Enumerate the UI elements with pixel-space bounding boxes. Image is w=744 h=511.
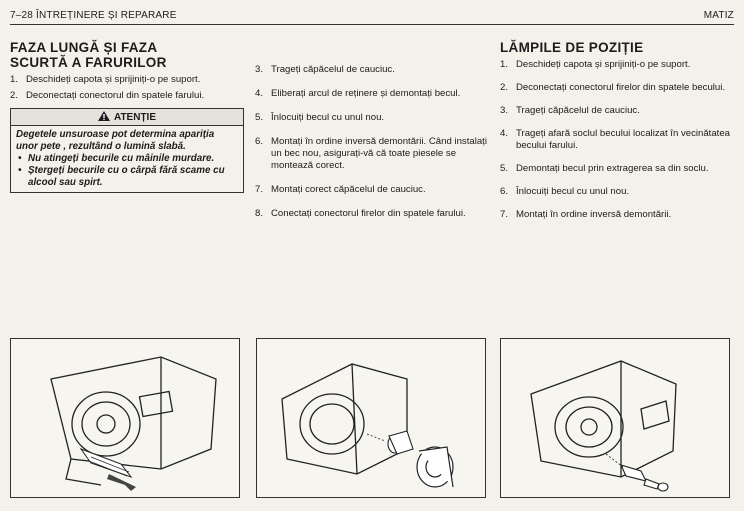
step-number: 5. [255, 112, 264, 123]
step-item [500, 209, 734, 221]
warning-header [11, 109, 243, 126]
warning-intro: Degetele unsuroase pot determina apariția unor pete , rezultând o lumină slabă. [16, 129, 215, 152]
page-header [10, 6, 734, 25]
step-text: Demontați becul prin extragerea sa din soclu. [516, 163, 709, 174]
title-line-2: SCURTĂ A FARURILOR [10, 55, 167, 70]
step-number: 4. [500, 128, 509, 139]
step-text: Eliberați arcul de reținere și demontați becul. [271, 88, 461, 99]
step-text: Deconectați conectorul din spatele farului. [26, 90, 205, 101]
section-headlamps [10, 40, 242, 193]
warning-box [10, 108, 244, 193]
step-number: 1. [10, 74, 19, 85]
step-number: 2. [500, 82, 509, 93]
step-item [255, 64, 487, 76]
step-text: Deconectați conectorul firelor din spatele becului. [516, 82, 726, 93]
warning-triangle-icon [98, 111, 110, 121]
step-number: 5. [500, 163, 509, 174]
step-item [500, 163, 734, 175]
step-text: Montați în ordine inversă demontării. [516, 209, 672, 220]
step-number: 6. [255, 136, 264, 147]
step-text: Trageți căpăcelul de cauciuc. [271, 64, 395, 75]
step-number: 3. [255, 64, 264, 75]
step-number: 7. [255, 184, 264, 195]
step-text: Înlocuiți becul cu unul nou. [516, 186, 630, 197]
section-headlamps-continued [255, 64, 487, 232]
steps-list [255, 64, 487, 220]
step-text: Deschideți capota și sprijiniți-o pe suport. [516, 59, 691, 70]
step-item [10, 90, 242, 102]
headlamp-bulb-illustration [257, 339, 485, 497]
step-number: 4. [255, 88, 264, 99]
step-text: Înlocuiți becul cu unul nou. [271, 112, 385, 123]
step-text: Montați în ordine inversă demontării. Când instalați un bec nou, asigurați-vă că toate piesele se montează corect. [271, 136, 487, 171]
section-title-headlamps [10, 40, 242, 70]
figure-bulb-removal [256, 338, 486, 498]
step-text: Montați corect căpăcelul de cauciuc. [271, 184, 426, 195]
step-number: 1. [500, 59, 509, 70]
warning-bullet: • Nu atingeți becurile cu mâinile murdare. [16, 153, 238, 165]
step-item [10, 74, 242, 86]
headlamp-connector-illustration [11, 339, 239, 497]
step-number: 3. [500, 105, 509, 116]
steps-list [500, 59, 734, 221]
step-number: 7. [500, 209, 509, 220]
step-text: Trageți afară soclul becului localizat în vecinătatea becului farului. [516, 128, 731, 151]
step-item [255, 208, 487, 220]
warning-title: ATENȚIE [113, 112, 157, 123]
figure-position-lamp-removal [500, 338, 730, 498]
step-item [500, 59, 734, 71]
warning-body [11, 126, 243, 192]
step-item [500, 186, 734, 198]
figure-connector-disconnect [10, 338, 240, 498]
section-title-position-lamps: LĂMPILE DE POZIȚIE [500, 40, 644, 55]
page-label: 7–28 ÎNTREȚINERE ȘI REPARARE [10, 10, 177, 21]
step-item [500, 128, 734, 152]
step-number: 8. [255, 208, 264, 219]
section-position-lamps [500, 40, 734, 232]
step-number: 2. [10, 90, 19, 101]
title-line-1: FAZA LUNGĂ ȘI FAZA [10, 40, 158, 55]
step-text: Deschideți capota și sprijiniți-o pe suport. [26, 74, 201, 85]
step-item [255, 136, 487, 172]
warning-bullet: • Ștergeți becurile cu o cârpă fără scame cu alcool sau spirt. [16, 165, 238, 189]
step-item [500, 105, 734, 117]
brand-label: MATIZ [703, 10, 734, 21]
step-text: Conectați conectorul firelor din spatele farului. [271, 208, 466, 219]
step-item [255, 184, 487, 196]
step-item [255, 88, 487, 100]
position-lamp-illustration [501, 339, 729, 497]
step-item [500, 82, 734, 94]
steps-list [10, 74, 242, 102]
step-item [255, 112, 487, 124]
step-text: Trageți căpăcelul de cauciuc. [516, 105, 640, 116]
step-number: 6. [500, 186, 509, 197]
